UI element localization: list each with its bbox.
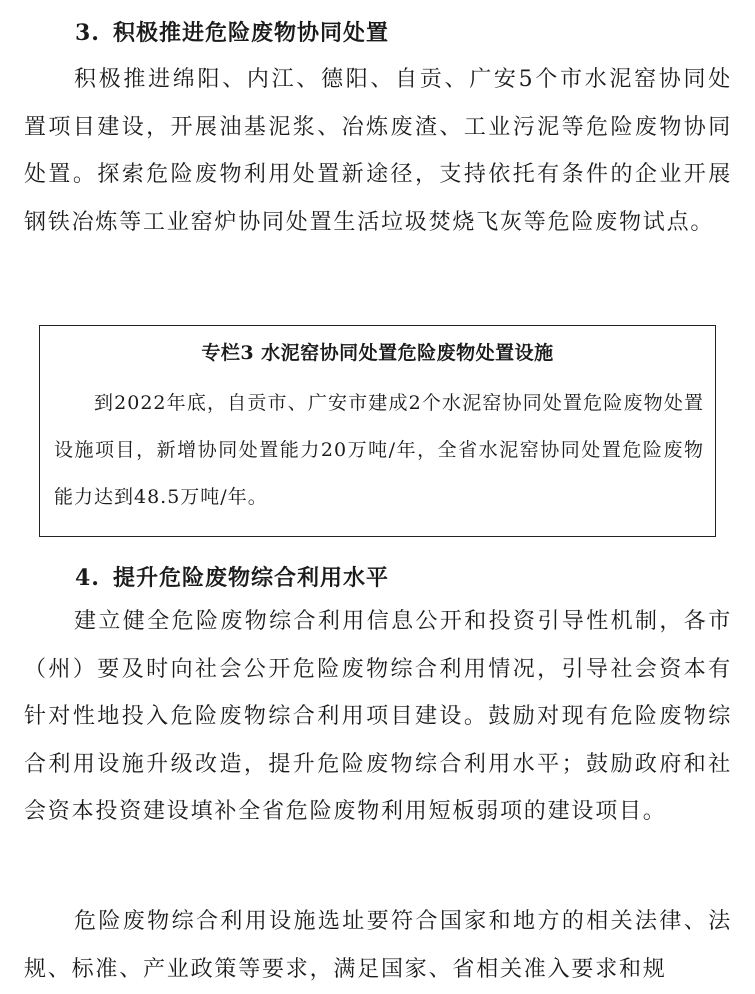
sidebar-box: [39, 325, 716, 537]
section-4-paragraph-2: 危险废物综合利用设施选址要符合国家和地方的相关法律、法规、标准、产业政策等要求，满足国家、省相关准入要求和规: [24, 909, 732, 982]
section-4-title: 提升危险废物综合利用水平: [113, 565, 390, 591]
sidebar-box-body: 到2022年底，自贡市、广安市建成2个水泥窑协同处置危险废物处置设施项目，新增协同处置能力20万吨/年，全省水泥窑协同处置危险废物能力达到48.5万吨/年。: [54, 392, 704, 508]
section-4-number: 4.: [75, 565, 100, 591]
section-4-heading: [75, 561, 389, 592]
section-3-number: 3.: [75, 20, 100, 46]
section-3-heading: [75, 16, 389, 47]
section-3-paragraph: 积极推进绵阳、内江、德阳、自贡、广安5个市水泥窑协同处置项目建设，开展油基泥浆、冶炼废渣、工业污泥等危险废物协同处置。探索危险废物利用处置新途径，支持依托有条件的企业开展钢铁冶炼等工业窑炉协同处置生活垃圾焚烧飞灰等危险废物试点。: [24, 67, 732, 235]
section-4-paragraph-1: 建立健全危险废物综合利用信息公开和投资引导性机制，各市（州）要及时向社会公开危险废物综合利用情况，引导社会资本有针对性地投入危险废物综合利用项目建设。鼓励对现有危险废物综合利用设施升级改造，提升危险废物综合利用水平；鼓励政府和社会资本投资建设填补全省危险废物利用短板弱项的建设项目。: [24, 609, 732, 824]
section-3-title: 积极推进危险废物协同处置: [113, 20, 390, 46]
sidebar-box-title: 专栏3 水泥窑协同处置危险废物处置设施: [201, 342, 554, 364]
